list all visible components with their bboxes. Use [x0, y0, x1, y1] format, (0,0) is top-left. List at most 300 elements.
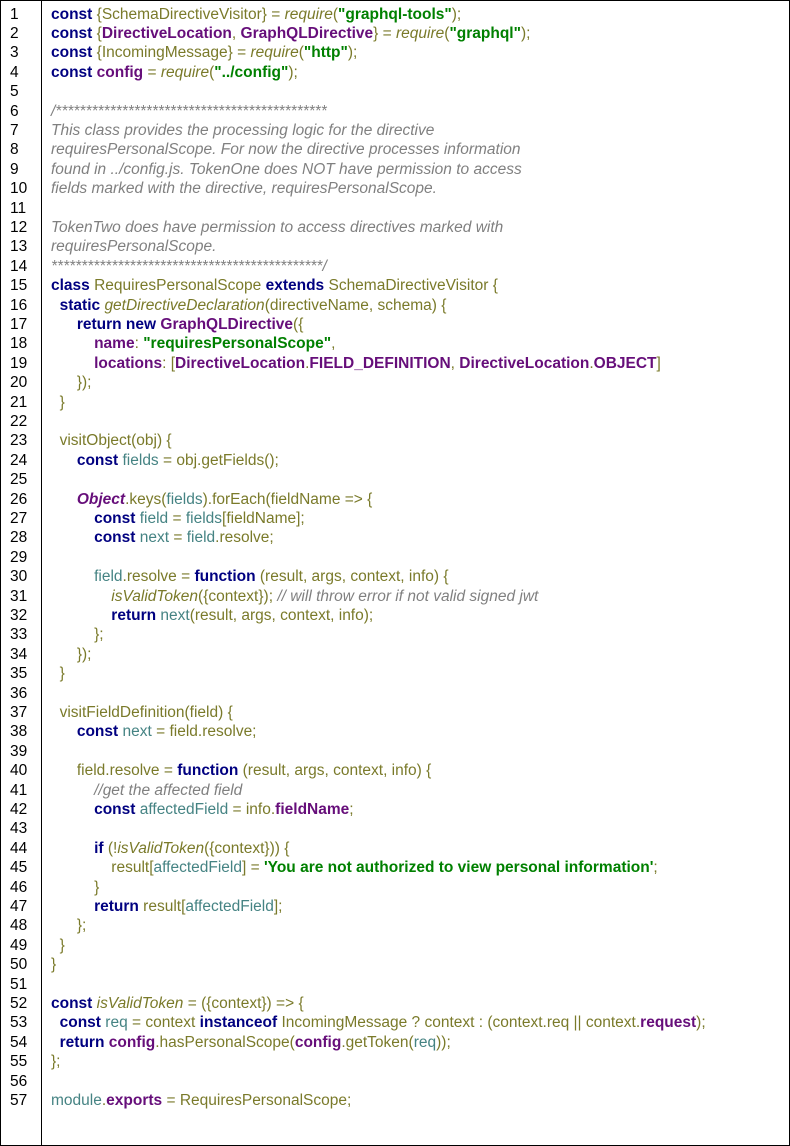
- line-code: [51, 5, 785, 24]
- line-code: [51, 121, 785, 140]
- code-token: "graphql": [449, 24, 521, 42]
- code-line: [1, 819, 789, 838]
- line-number: 5: [10, 83, 19, 101]
- line-code: [51, 179, 785, 198]
- line-code: [51, 393, 785, 412]
- code-token: FIELD_DEFINITION: [309, 354, 451, 372]
- code-line: [1, 354, 789, 373]
- code-token: ,: [231, 24, 241, 42]
- code-line: [1, 393, 789, 412]
- line-code: [51, 451, 785, 470]
- line-code: [51, 160, 785, 179]
- code-line: [1, 199, 789, 218]
- code-token: };: [51, 917, 87, 935]
- code-token: next: [122, 723, 152, 741]
- code-token: getDirectiveDeclaration: [104, 296, 265, 314]
- code-token: ]: [656, 354, 661, 372]
- code-token: [51, 452, 77, 469]
- code-token: }: [51, 956, 57, 974]
- code-token: (result, args, context, info) {: [255, 568, 449, 586]
- line-number: 8: [10, 141, 19, 159]
- code-token: = info.: [228, 800, 276, 818]
- code-line: [1, 722, 789, 741]
- code-line: [1, 1072, 789, 1091]
- code-token: const: [94, 529, 136, 547]
- line-number: 43: [10, 820, 28, 838]
- code-token: name: [94, 335, 135, 353]
- code-token: {IncomingMessage} =: [92, 44, 251, 62]
- line-number: 28: [10, 529, 28, 547]
- line-code: [51, 373, 785, 392]
- code-token: .: [101, 1091, 107, 1109]
- code-token: result[: [51, 859, 154, 877]
- line-code: [51, 509, 785, 528]
- code-token: locations: [94, 354, 163, 372]
- code-token: {SchemaDirectiveVisitor} =: [92, 5, 285, 23]
- code-token: require: [284, 5, 333, 23]
- code-token: const: [94, 509, 136, 527]
- line-number: 22: [10, 412, 28, 430]
- line-code: [51, 800, 785, 819]
- code-token: [51, 568, 94, 585]
- code-token: visitObject(obj) {: [51, 432, 172, 450]
- code-line: [1, 858, 789, 877]
- code-token: (: [298, 44, 304, 62]
- code-token: }: [51, 665, 65, 683]
- code-line: [1, 664, 789, 683]
- code-token: function: [194, 568, 256, 586]
- code-line: [1, 121, 789, 140]
- code-token: ,: [450, 354, 460, 372]
- code-token: /*********************************************: [51, 102, 327, 120]
- line-number: 32: [10, 606, 28, 624]
- line-code: [51, 916, 785, 935]
- code-token: [51, 355, 94, 372]
- line-number: 17: [10, 315, 28, 333]
- code-token: function: [177, 762, 239, 780]
- code-token: visitFieldDefinition(field) {: [51, 703, 233, 721]
- code-token: );: [288, 63, 298, 81]
- code-line: [1, 218, 789, 237]
- code-token: fields: [122, 451, 159, 469]
- code-token: result[: [138, 897, 186, 915]
- code-token: [51, 335, 94, 352]
- code-line: [1, 276, 789, 295]
- line-code: [51, 334, 785, 353]
- code-token: (!: [103, 839, 118, 857]
- code-token: requiresPersonalScope.: [51, 238, 217, 256]
- code-line: [1, 897, 789, 916]
- line-number: 45: [10, 859, 28, 877]
- code-token: };: [51, 1053, 61, 1071]
- code-token: ).forEach(fieldName => {: [202, 490, 373, 508]
- code-line: [1, 82, 789, 101]
- code-token: const: [94, 800, 136, 818]
- code-line: [1, 470, 789, 489]
- code-line: [1, 567, 789, 586]
- code-line: [1, 548, 789, 567]
- code-token: .: [305, 354, 310, 372]
- line-number: 33: [10, 626, 28, 644]
- code-token: fields marked with the directive, requiresPersonalScope.: [51, 180, 437, 198]
- line-code: [51, 257, 785, 276]
- line-number: 34: [10, 645, 28, 663]
- code-token: [51, 529, 94, 546]
- code-token: = ({context}) => {: [183, 994, 304, 1012]
- code-token: = context: [127, 1014, 200, 1032]
- line-number: 48: [10, 917, 28, 935]
- line-code: [51, 1052, 785, 1071]
- code-line: [1, 43, 789, 62]
- code-line: [1, 936, 789, 955]
- line-code: [51, 315, 785, 334]
- code-line: [1, 490, 789, 509]
- code-token: instanceof: [199, 1014, 278, 1032]
- code-token: static: [59, 296, 101, 314]
- code-line: [1, 1033, 789, 1052]
- code-token: (: [444, 24, 450, 42]
- line-number: 55: [10, 1053, 28, 1071]
- code-token: =: [169, 529, 187, 547]
- line-code: [51, 528, 785, 547]
- line-number: 14: [10, 257, 28, 275]
- code-token: (directiveName, schema) {: [264, 296, 447, 314]
- code-token: RequiresPersonalScope: [89, 277, 266, 295]
- code-token: field.resolve =: [51, 762, 178, 780]
- code-token: Object: [76, 490, 126, 508]
- code-line: [1, 1052, 789, 1071]
- code-token: const: [76, 723, 119, 741]
- line-code: [51, 218, 785, 237]
- line-number: 3: [10, 44, 19, 62]
- code-token: // will throw error if not valid signed jwt: [277, 587, 539, 605]
- code-token: ({context});: [198, 587, 278, 605]
- code-line: [1, 625, 789, 644]
- code-line: [1, 237, 789, 256]
- code-token: [51, 840, 94, 857]
- line-number: 19: [10, 354, 28, 372]
- line-code: [51, 490, 785, 509]
- code-token: require: [250, 44, 299, 62]
- code-token: if: [94, 839, 104, 857]
- code-token: ] =: [241, 859, 264, 877]
- line-number: 18: [10, 335, 28, 353]
- line-number: 25: [10, 471, 28, 489]
- code-token: fields: [166, 490, 203, 508]
- code-line: [1, 509, 789, 528]
- code-token: found in ../config.js. TokenOne does NOT have permission to access: [51, 160, 522, 178]
- line-number: 41: [10, 781, 28, 799]
- code-token: field: [186, 529, 216, 547]
- line-number: 26: [10, 490, 28, 508]
- code-token: const: [51, 44, 93, 62]
- code-token: DirectiveLocation: [459, 354, 590, 372]
- code-token: require: [160, 63, 210, 81]
- code-token: *********************************************/: [51, 257, 327, 275]
- line-number: 37: [10, 703, 28, 721]
- code-token: exports: [106, 1091, 163, 1109]
- code-token: [51, 510, 94, 527]
- code-line: [1, 315, 789, 334]
- line-number: 47: [10, 897, 28, 915]
- line-code: [51, 703, 785, 722]
- code-token: };: [51, 626, 104, 644]
- code-token: GraphQLDirective: [160, 315, 294, 333]
- code-token: [51, 297, 60, 314]
- line-number: 36: [10, 684, 28, 702]
- line-code: [51, 839, 785, 858]
- line-number: 50: [10, 956, 28, 974]
- code-token: = RequiresPersonalScope;: [162, 1091, 352, 1109]
- code-line: [1, 703, 789, 722]
- code-line: [1, 606, 789, 625]
- code-token: .resolve =: [122, 568, 195, 586]
- line-number: 38: [10, 723, 28, 741]
- line-number: 9: [10, 160, 19, 178]
- line-code: [51, 625, 785, 644]
- code-line: [1, 334, 789, 353]
- code-token: (: [209, 63, 215, 81]
- line-code: [51, 24, 785, 43]
- code-line: [1, 916, 789, 935]
- code-token: field: [139, 509, 169, 527]
- code-token: DirectiveLocation: [101, 24, 232, 42]
- code-token: 'You are not authorized to view personal information': [263, 859, 654, 877]
- line-number: 49: [10, 936, 28, 954]
- code-token: const: [51, 24, 93, 42]
- code-token: [51, 607, 111, 624]
- code-token: );: [696, 1014, 706, 1032]
- line-code: [51, 63, 785, 82]
- code-token: : [: [162, 354, 176, 372]
- line-code: [51, 140, 785, 159]
- code-token: }: [51, 936, 65, 954]
- code-token: [51, 801, 94, 818]
- code-token: "graphql-tools": [338, 5, 452, 23]
- code-line: [1, 451, 789, 470]
- line-code: [51, 994, 785, 1013]
- code-line: [1, 102, 789, 121]
- code-token: affectedField: [153, 859, 242, 877]
- code-token: :: [134, 335, 144, 353]
- code-token: return new: [76, 315, 157, 333]
- code-token: "requiresPersonalScope": [143, 335, 332, 353]
- code-line: [1, 63, 789, 82]
- code-line: [1, 587, 789, 606]
- code-token: next: [139, 529, 170, 547]
- code-line: [1, 1091, 789, 1110]
- code-token: [51, 316, 77, 333]
- line-code: [51, 431, 785, 450]
- line-code: [51, 781, 785, 800]
- code-line: [1, 412, 789, 431]
- code-token: fields: [185, 509, 223, 527]
- code-token: .keys(: [125, 490, 167, 508]
- line-number: 6: [10, 102, 19, 120]
- line-number: 27: [10, 509, 28, 527]
- code-token: } =: [373, 24, 397, 42]
- code-token: }: [51, 393, 65, 411]
- code-token: GraphQLDirective: [240, 24, 374, 42]
- line-number: 24: [10, 451, 28, 469]
- line-code: [51, 955, 785, 974]
- line-number: 7: [10, 121, 19, 139]
- line-code: [51, 878, 785, 897]
- code-token: [51, 898, 94, 915]
- code-line: [1, 975, 789, 994]
- line-number: 44: [10, 839, 28, 857]
- line-number: 20: [10, 374, 28, 392]
- line-number: 2: [10, 24, 19, 42]
- code-token: req: [105, 1014, 128, 1032]
- code-line: [1, 373, 789, 392]
- line-number: 51: [10, 975, 28, 993]
- code-token: ];: [273, 897, 283, 915]
- line-number: 42: [10, 800, 28, 818]
- code-token: const: [59, 1014, 101, 1032]
- code-token: const: [51, 994, 93, 1012]
- line-number: 52: [10, 994, 28, 1012]
- code-token: require: [396, 24, 445, 42]
- line-number: 54: [10, 1033, 28, 1051]
- code-token: .hasPersonalScope(: [155, 1033, 295, 1051]
- code-token: isValidToken: [117, 839, 205, 857]
- line-number: 40: [10, 762, 28, 780]
- code-token: isValidToken: [111, 587, 199, 605]
- code-token: [51, 782, 94, 799]
- line-code: [51, 722, 785, 741]
- code-token: ,: [331, 335, 336, 353]
- code-token: [51, 723, 77, 740]
- line-number: 11: [10, 199, 27, 217]
- code-token: ;: [349, 800, 354, 818]
- code-token: This class provides the processing logic for the directive: [51, 121, 435, 139]
- line-number: 31: [10, 587, 28, 605]
- code-token: return: [111, 606, 157, 624]
- line-code: [51, 858, 785, 877]
- code-token: ({context})) {: [204, 839, 290, 857]
- line-code: [51, 606, 785, 625]
- code-token: .getToken(: [341, 1033, 414, 1051]
- line-number: 1: [10, 5, 19, 23]
- code-token: IncomingMessage ? context : (context.req || context.: [277, 1014, 641, 1032]
- code-token: [51, 1034, 60, 1051]
- code-line: [1, 742, 789, 761]
- code-token: OBJECT: [593, 354, 657, 372]
- code-line: [1, 1013, 789, 1032]
- code-token: (result, args, context, info);: [189, 606, 374, 624]
- line-number: 4: [10, 63, 19, 81]
- line-number: 56: [10, 1072, 28, 1090]
- code-token: }: [51, 878, 100, 896]
- line-number: 29: [10, 548, 28, 566]
- code-line: [1, 761, 789, 780]
- code-token: (result, args, context, info) {: [238, 762, 432, 780]
- code-token: "http": [303, 44, 348, 62]
- line-number: 23: [10, 432, 28, 450]
- code-token: ));: [436, 1033, 451, 1051]
- code-line: [1, 24, 789, 43]
- line-code: [51, 102, 785, 121]
- code-token: .: [589, 354, 594, 372]
- code-token: = obj.getFields();: [158, 451, 279, 469]
- line-number: 35: [10, 665, 28, 683]
- code-token: module: [51, 1091, 102, 1109]
- code-token: const: [51, 63, 93, 81]
- line-number: 46: [10, 878, 28, 896]
- code-token: });: [51, 645, 92, 663]
- code-token: );: [347, 44, 358, 62]
- code-token: //get the affected field: [94, 781, 243, 799]
- line-code: [51, 567, 785, 586]
- line-code: [51, 276, 785, 295]
- line-number: 12: [10, 218, 28, 236]
- code-line: [1, 140, 789, 159]
- line-code: [51, 1013, 785, 1032]
- code-line: [1, 5, 789, 24]
- code-line: [1, 839, 789, 858]
- code-token: config: [294, 1033, 342, 1051]
- code-token: isValidToken: [96, 994, 184, 1012]
- line-code: [51, 936, 785, 955]
- code-token: =: [143, 63, 161, 81]
- line-code: [51, 296, 785, 315]
- code-token: =: [168, 509, 186, 527]
- line-code: [51, 664, 785, 683]
- code-token: request: [640, 1014, 697, 1032]
- code-token: DirectiveLocation: [175, 354, 306, 372]
- line-code: [51, 1091, 785, 1110]
- line-code: [51, 761, 785, 780]
- code-token: ;: [653, 859, 658, 877]
- line-number: 30: [10, 568, 28, 586]
- code-token: const: [51, 5, 93, 23]
- code-token: config: [108, 1033, 156, 1051]
- code-token: config: [96, 63, 144, 81]
- code-token: [51, 588, 111, 605]
- line-code: [51, 897, 785, 916]
- code-token: affectedField: [139, 800, 229, 818]
- code-token: affectedField: [185, 897, 274, 915]
- code-line: [1, 431, 789, 450]
- code-token: SchemaDirectiveVisitor {: [324, 277, 498, 295]
- code-token: return: [94, 897, 139, 915]
- code-token: TokenTwo does have permission to access directives marked with: [51, 218, 504, 236]
- code-token: );: [520, 24, 531, 42]
- code-line: [1, 684, 789, 703]
- code-token: );: [451, 5, 462, 23]
- code-line: [1, 955, 789, 974]
- code-line: [1, 179, 789, 198]
- line-code: [51, 1033, 785, 1052]
- code-token: (: [332, 5, 339, 23]
- code-token: requiresPersonalScope. For now the directive processes information: [51, 141, 521, 159]
- line-number: 21: [10, 393, 28, 411]
- line-code: [51, 587, 785, 606]
- code-token: {: [92, 24, 102, 42]
- code-line: [1, 257, 789, 276]
- code-token: next: [160, 606, 190, 624]
- code-token: [fieldName];: [222, 509, 305, 527]
- line-code: [51, 354, 785, 373]
- line-number: 57: [10, 1091, 28, 1109]
- line-number: 13: [10, 238, 28, 256]
- code-token: = field.resolve;: [151, 723, 257, 741]
- code-line: [1, 645, 789, 664]
- code-line: [1, 800, 789, 819]
- code-token: ({: [293, 315, 304, 333]
- line-number: 53: [10, 1014, 28, 1032]
